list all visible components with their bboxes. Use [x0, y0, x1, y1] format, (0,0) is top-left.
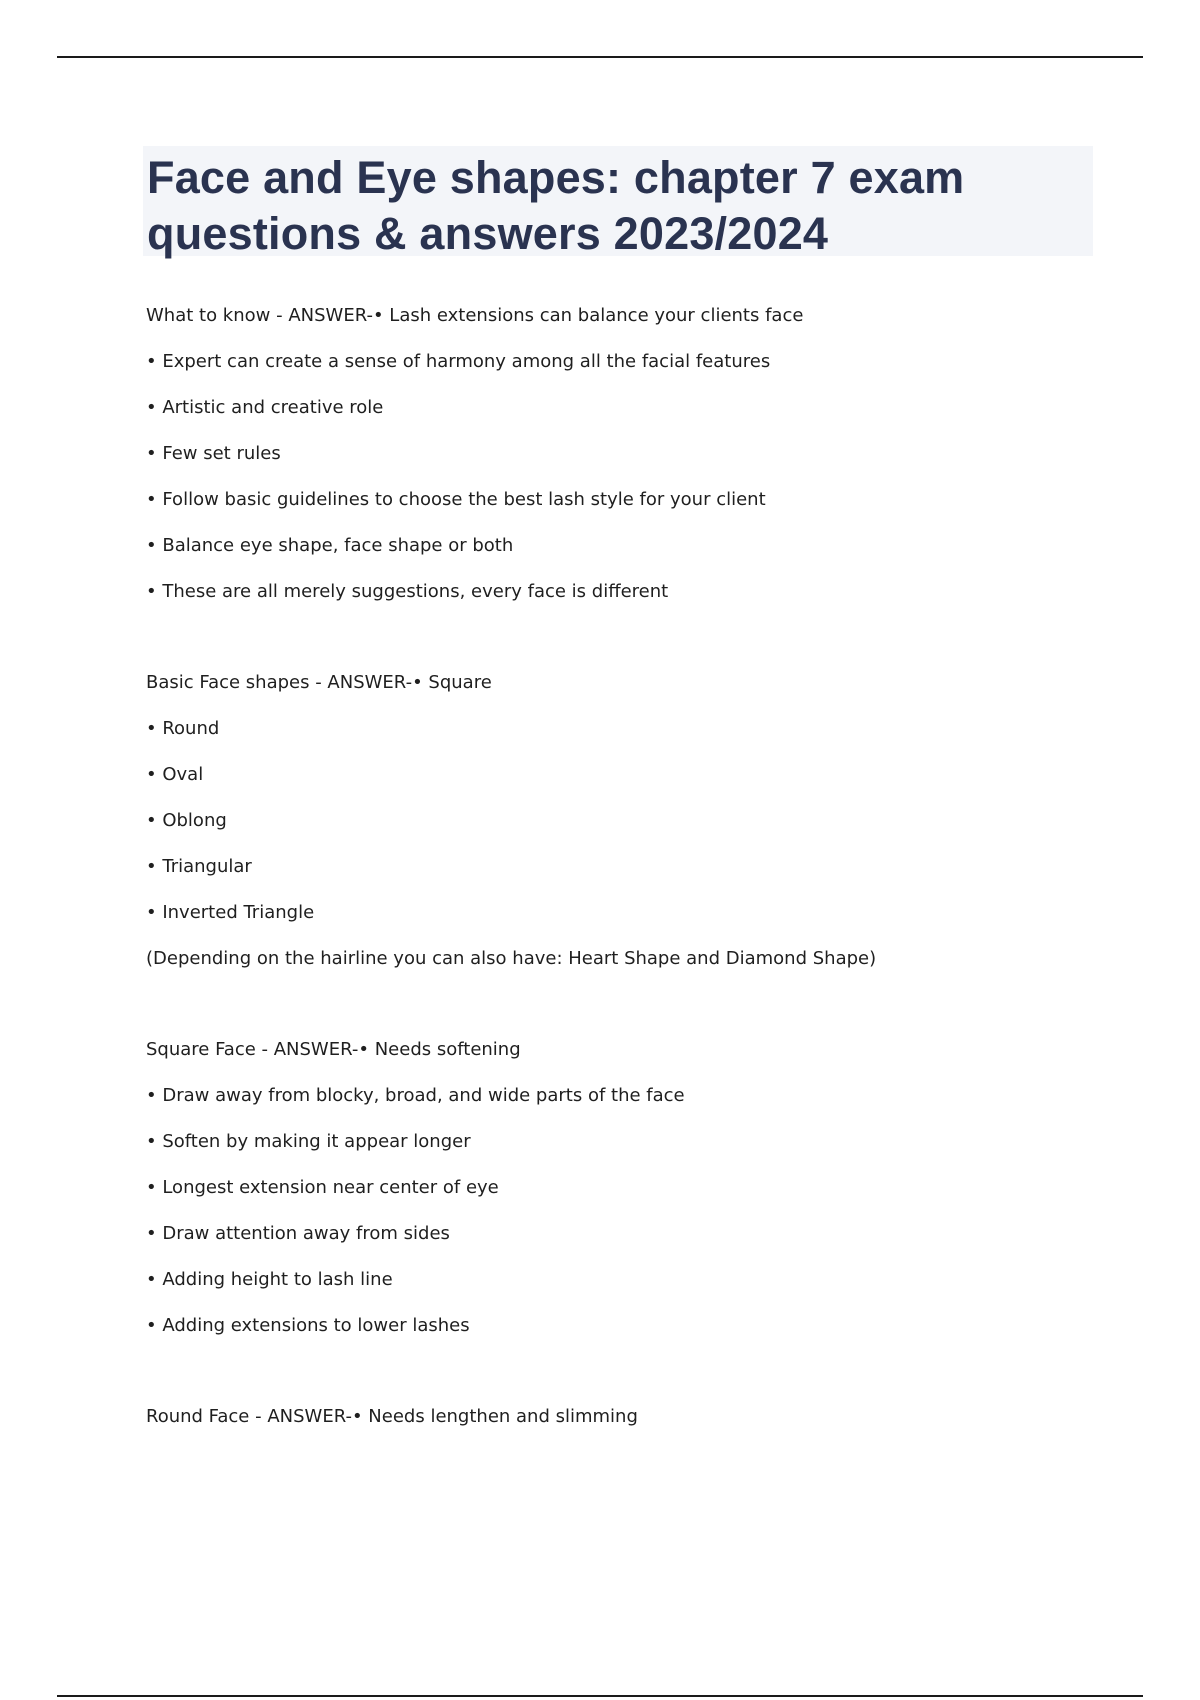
qa-section-square-face — [146, 1036, 1106, 1358]
bottom-rule — [57, 1695, 1143, 1697]
answer-note: (Depending on the hairline you can also have: Heart Shape and Diamond Shape) — [146, 948, 877, 969]
answer-bullet: • Few set rules — [146, 443, 281, 464]
question-line: What to know - ANSWER-• Lash extensions can balance your clients face — [146, 305, 804, 326]
qa-section-what-to-know — [146, 302, 1106, 624]
title-banner — [143, 146, 1093, 259]
top-rule — [57, 56, 1143, 58]
answer-bullet: • Oval — [146, 764, 204, 785]
qa-section-round-face — [146, 1403, 1106, 1449]
answer-bullet: • Round — [146, 718, 220, 739]
question-line: Round Face - ANSWER-• Needs lengthen and slimming — [146, 1406, 638, 1427]
answer-bullet: • Oblong — [146, 810, 227, 831]
document-title: Face and Eye shapes: chapter 7 exam questions & answers 2023/2024 — [147, 152, 965, 259]
answer-bullet: • These are all merely suggestions, every face is different — [146, 581, 669, 602]
answer-bullet: • Adding extensions to lower lashes — [146, 1315, 470, 1336]
document-body — [146, 302, 1106, 1449]
answer-bullet: • Adding height to lash line — [146, 1269, 393, 1290]
answer-bullet: • Soften by making it appear longer — [146, 1131, 471, 1152]
answer-bullet: • Triangular — [146, 856, 252, 877]
question-line: Square Face - ANSWER-• Needs softening — [146, 1039, 521, 1060]
answer-bullet: • Balance eye shape, face shape or both — [146, 535, 514, 556]
answer-bullet: • Draw attention away from sides — [146, 1223, 450, 1244]
answer-bullet: • Inverted Triangle — [146, 902, 315, 923]
question-line: Basic Face shapes - ANSWER-• Square — [146, 672, 492, 693]
qa-section-basic-face-shapes — [146, 669, 1106, 991]
answer-bullet: • Follow basic guidelines to choose the best lash style for your client — [146, 489, 766, 510]
answer-bullet: • Longest extension near center of eye — [146, 1177, 499, 1198]
answer-bullet: • Artistic and creative role — [146, 397, 384, 418]
answer-bullet: • Expert can create a sense of harmony among all the facial features — [146, 351, 771, 372]
answer-bullet: • Draw away from blocky, broad, and wide parts of the face — [146, 1085, 685, 1106]
